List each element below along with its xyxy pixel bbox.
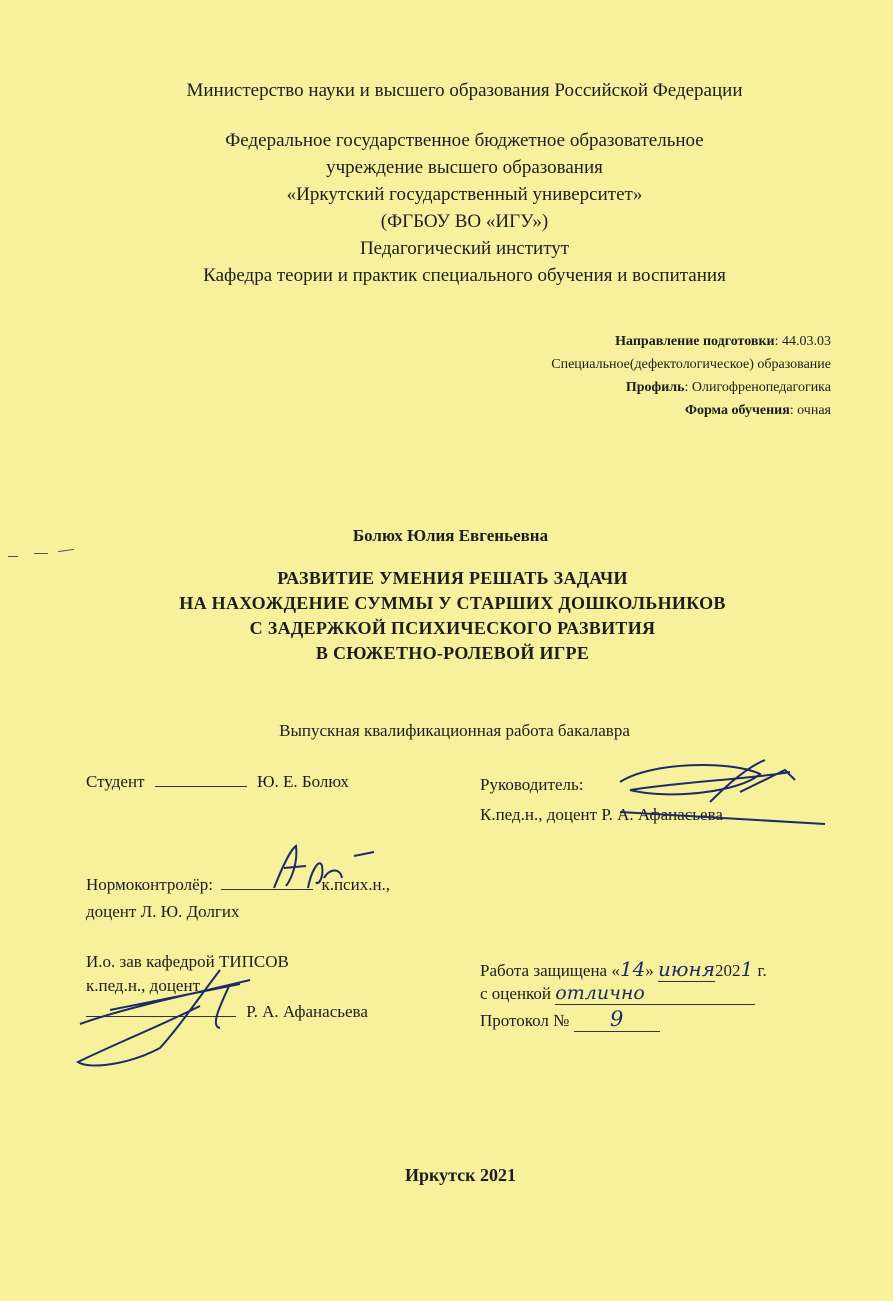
student-signature-line: [155, 786, 247, 787]
work-type: Выпускная квалификационная работа бакалавра: [279, 721, 630, 740]
grade-label: с оценкой: [480, 984, 552, 1003]
normcontrol-name: доцент Л. Ю. Долгих: [86, 902, 240, 921]
title-line: РАЗВИТИЕ УМЕНИЯ РЕШАТЬ ЗАДАЧИ: [277, 568, 628, 588]
direction-label: Направление подготовки: [615, 334, 775, 349]
form-label: Форма обучения: [684, 403, 790, 418]
supervisor-name: К.пед.н., доцент Р. А. Афанасьева: [480, 805, 723, 824]
supervisor-signature: [590, 752, 830, 832]
head-label: И.о. зав кафедрой ТИПСОВ: [86, 952, 289, 971]
form-value: : очная: [789, 403, 831, 418]
title-line: С ЗАДЕРЖКОЙ ПСИХИЧЕСКОГО РАЗВИТИЯ: [249, 618, 656, 638]
scan-speck: [58, 549, 74, 552]
institution-line: (ФГБОУ ВО «ИГУ»): [380, 211, 549, 232]
city-year: Иркутск 2021: [404, 1165, 517, 1185]
defense-label: Работа защищена «: [480, 961, 620, 980]
head-name: Р. А. Афанасьева: [246, 1002, 368, 1021]
protocol-number: 9: [574, 1007, 660, 1032]
normcontrol-degree: к.псих.н.,: [321, 875, 391, 894]
grade-row: [480, 982, 755, 1005]
protocol-label: Протокол №: [480, 1011, 570, 1030]
head-degree: к.пед.н., доцент: [86, 976, 200, 995]
institution-line: учреждение высшего образования: [326, 157, 603, 178]
institution-line: «Иркутский государственный университет»: [286, 184, 643, 205]
supervisor-label: Руководитель:: [480, 775, 584, 794]
institution-block: [18, 127, 893, 289]
defense-day: 14: [619, 957, 646, 981]
thesis-title: [6, 566, 893, 666]
direction-block: [551, 330, 831, 422]
student-row: [86, 772, 349, 792]
institution-line: Педагогический институт: [359, 238, 570, 259]
scan-speck: [34, 553, 48, 554]
institution-line: Кафедра теории и практик специального обучения и воспитания: [203, 265, 726, 286]
defense-month: июня: [658, 957, 715, 981]
student-name: Ю. Е. Болюх: [256, 772, 349, 791]
author-name: Болюх Юлия Евгеньевна: [352, 526, 549, 545]
defense-row: [480, 957, 767, 981]
title-line: В СЮЖЕТНО-РОЛЕВОЙ ИГРЕ: [315, 643, 590, 663]
student-label: Студент: [86, 772, 145, 791]
normcontrol-label: Нормоконтролёр:: [86, 875, 213, 894]
direction-code: : 44.03.03: [774, 334, 831, 349]
grade-value: отлично: [555, 982, 755, 1005]
institution-line: Федеральное государственное бюджетное образовательное: [225, 130, 704, 151]
title-line: НА НАХОЖДЕНИЕ СУММЫ У СТАРШИХ ДОШКОЛЬНИКОВ: [179, 593, 726, 613]
profile-label: Профиль: [625, 380, 685, 395]
defense-quote: »: [645, 961, 654, 980]
direction-name: Специальное(дефектологическое) образование: [551, 357, 831, 372]
ministry-line: Министерство науки и высшего образования Российской Федерации: [186, 80, 743, 101]
head-signature: [70, 966, 270, 1076]
profile-value: : Олигофренопедагогика: [684, 380, 831, 395]
normcontrol-signature: [262, 838, 382, 898]
defense-year-suffix: г.: [757, 961, 767, 980]
defense-year-prefix: 202: [714, 961, 741, 980]
defense-year-digit: 1: [740, 957, 754, 981]
scan-speck: [8, 556, 18, 557]
protocol-row: [480, 1007, 660, 1032]
